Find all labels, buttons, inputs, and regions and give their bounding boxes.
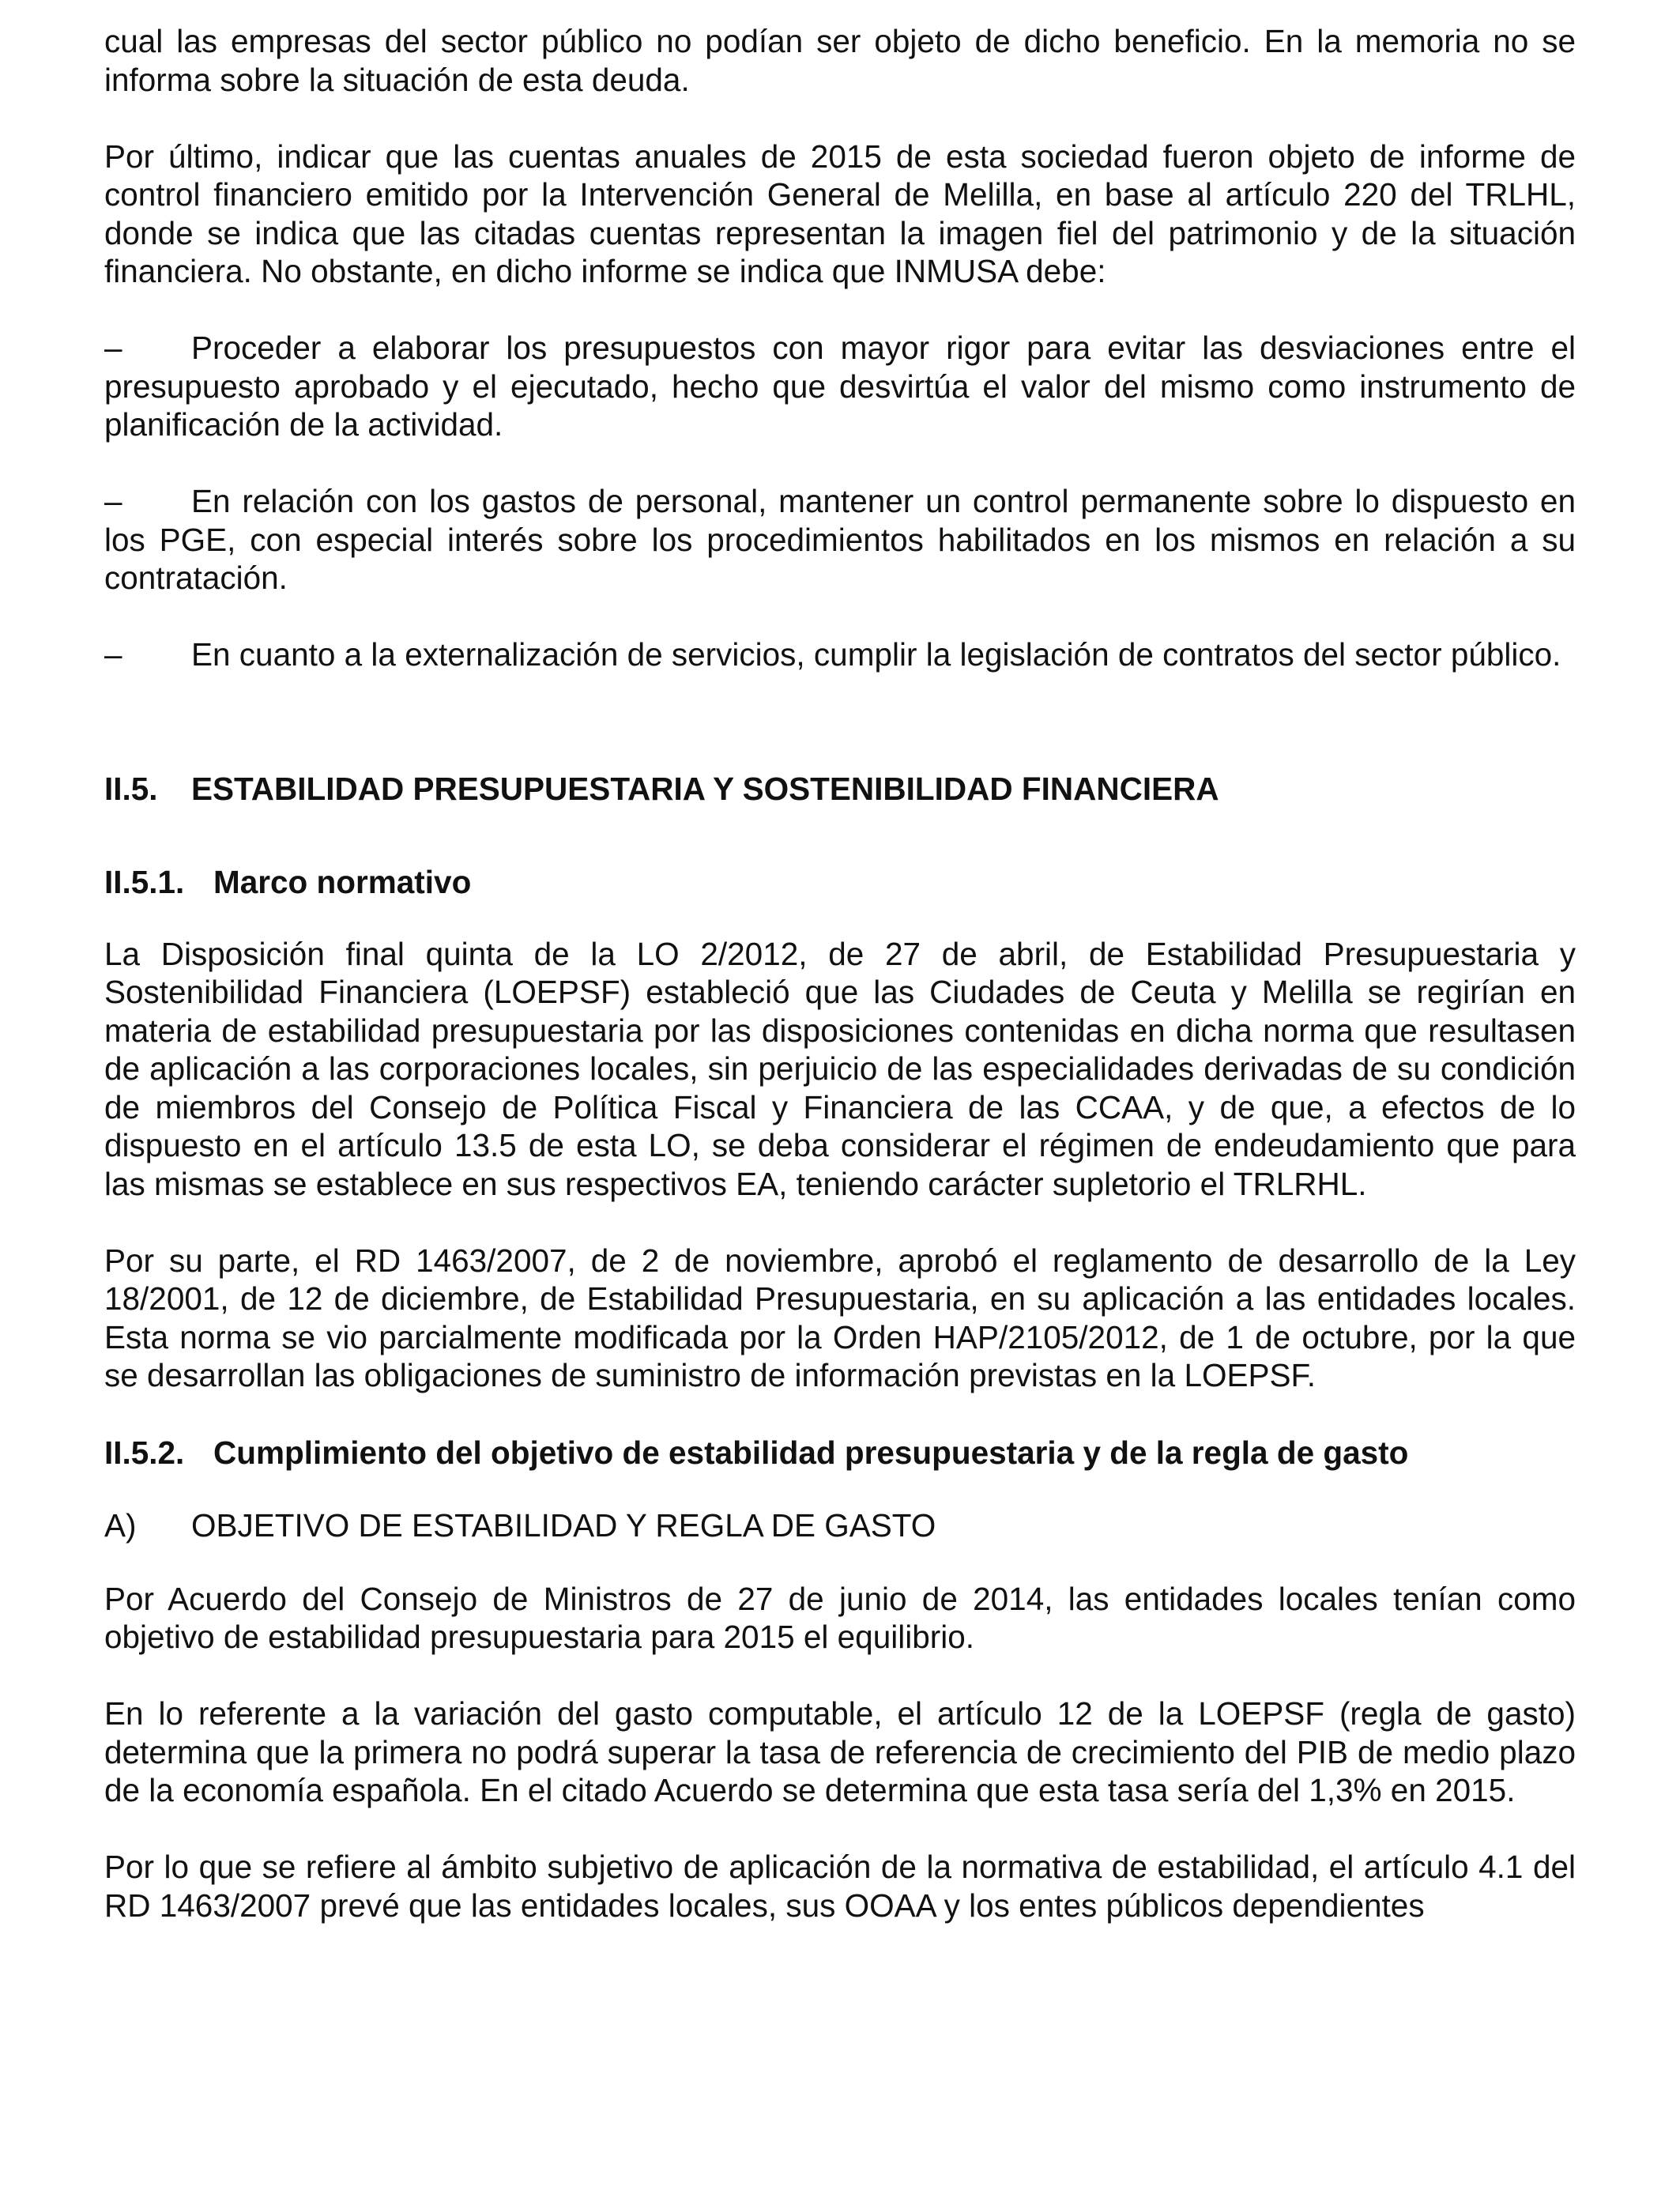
section-title: ESTABILIDAD PRESUPUESTARIA Y SOSTENIBILIDAD FINANCIERA bbox=[191, 770, 1219, 807]
section-number: II.5. bbox=[104, 770, 158, 807]
subsection-heading-1 bbox=[104, 863, 1576, 902]
lettered-heading-a bbox=[104, 1506, 1576, 1545]
marco-paragraph-1: La Disposición final quinta de la LO 2/2012, de 27 de abril, de Estabilidad Presupuestaria y Sostenibilidad Financiera (LOEPSF) estableció que las Ciudades de Ceuta y Melilla se regirían en materia de estabilidad presupuestaria por las disposiciones contenidas en dicha norma que resultasen de aplicación a las corporaciones locales, sin perjuicio de las especialidades derivadas de su condición de miembros del Consejo de Política Fiscal y Financiera de las CCAA, y de que, a efectos de lo dispuesto en el artículo 13.5 de esta LO, se deba considerar el régimen de endeudamiento que para las mismas se establece en sus respectivos EA, teniendo carácter supletorio el TRLRHL. bbox=[104, 935, 1576, 1202]
subsection-heading-2 bbox=[104, 1434, 1576, 1472]
subsection-number-1: II.5.1. bbox=[104, 864, 185, 900]
bullet-text-3: En cuanto a la externalización de servicios, cumplir la legislación de contratos del sector público. bbox=[191, 636, 1561, 673]
objetivo-paragraph-2: En lo referente a la variación del gasto computable, el artículo 12 de la LOEPSF (regla de gasto) determina que la primera no podrá superar la tasa de referencia de crecimiento del PIB de medio plazo de la economía española. En el citado Acuerdo se determina que esta tasa sería del 1,3% en 2015. bbox=[104, 1695, 1576, 1808]
letter-label: A) bbox=[104, 1507, 137, 1544]
subsection-title-2: Cumplimiento del objetivo de estabilidad presupuestaria y de la regla de gasto bbox=[213, 1434, 1409, 1471]
bullet-item-1 bbox=[104, 329, 1576, 444]
lettered-heading-title: OBJETIVO DE ESTABILIDAD Y REGLA DE GASTO bbox=[191, 1507, 936, 1544]
objetivo-paragraph-1: Por Acuerdo del Consejo de Ministros de 27 de junio de 2014, las entidades locales tenían como objetivo de estabilidad presupuestaria para 2015 el equilibrio. bbox=[104, 1580, 1576, 1655]
bullet-text-1: Proceder a elaborar los presupuestos con mayor rigor para evitar las desviaciones entre el presupuesto aprobado y el ejecutado, hecho que desvirtúa el valor del mismo como instrumento de planificación de la actividad. bbox=[104, 330, 1576, 443]
subsection-title-1: Marco normativo bbox=[213, 864, 472, 900]
bullet-item-3 bbox=[104, 635, 1576, 674]
bullet-item-2 bbox=[104, 482, 1576, 598]
marco-paragraph-2: Por su parte, el RD 1463/2007, de 2 de noviembre, aprobó el reglamento de desarrollo de la Ley 18/2001, de 12 de diciembre, de Estabilidad Presupuestaria, en su aplicación a las entidades locales. Esta norma se vio parcialmente modificada por la Orden HAP/2105/2012, de 1 de octubre, por la que se desarrollan las obligaciones de suministro de información previstas en la LOEPSF. bbox=[104, 1242, 1576, 1393]
document-page bbox=[104, 22, 1576, 1924]
section-heading bbox=[104, 770, 1576, 809]
dash-icon: – bbox=[104, 483, 122, 519]
intro-paragraph-2: Por último, indicar que las cuentas anuales de 2015 de esta sociedad fueron objeto de informe de control financiero emitido por la Intervención General de Melilla, en base al artículo 220 del TRLHL, donde se indica que las citadas cuentas representan la imagen fiel del patrimonio y de la situación financiera. No obstante, en dicho informe se indica que INMUSA debe: bbox=[104, 138, 1576, 289]
bullet-text-2: En relación con los gastos de personal, mantener un control permanente sobre lo dispuesto en los PGE, con especial interés sobre los procedimientos habilitados en los mismos en relación a su contratación. bbox=[104, 483, 1576, 596]
objetivo-paragraph-3: Por lo que se refiere al ámbito subjetivo de aplicación de la normativa de estabilidad, el artículo 4.1 del RD 1463/2007 prevé que las entidades locales, sus OOAA y los entes públicos dependientes bbox=[104, 1849, 1576, 1924]
intro-paragraph-1: cual las empresas del sector público no podían ser objeto de dicho beneficio. En la memoria no se informa sobre la situación de esta deuda. bbox=[104, 23, 1576, 98]
dash-icon: – bbox=[104, 636, 122, 673]
dash-icon: – bbox=[104, 330, 122, 366]
subsection-number-2: II.5.2. bbox=[104, 1434, 185, 1471]
